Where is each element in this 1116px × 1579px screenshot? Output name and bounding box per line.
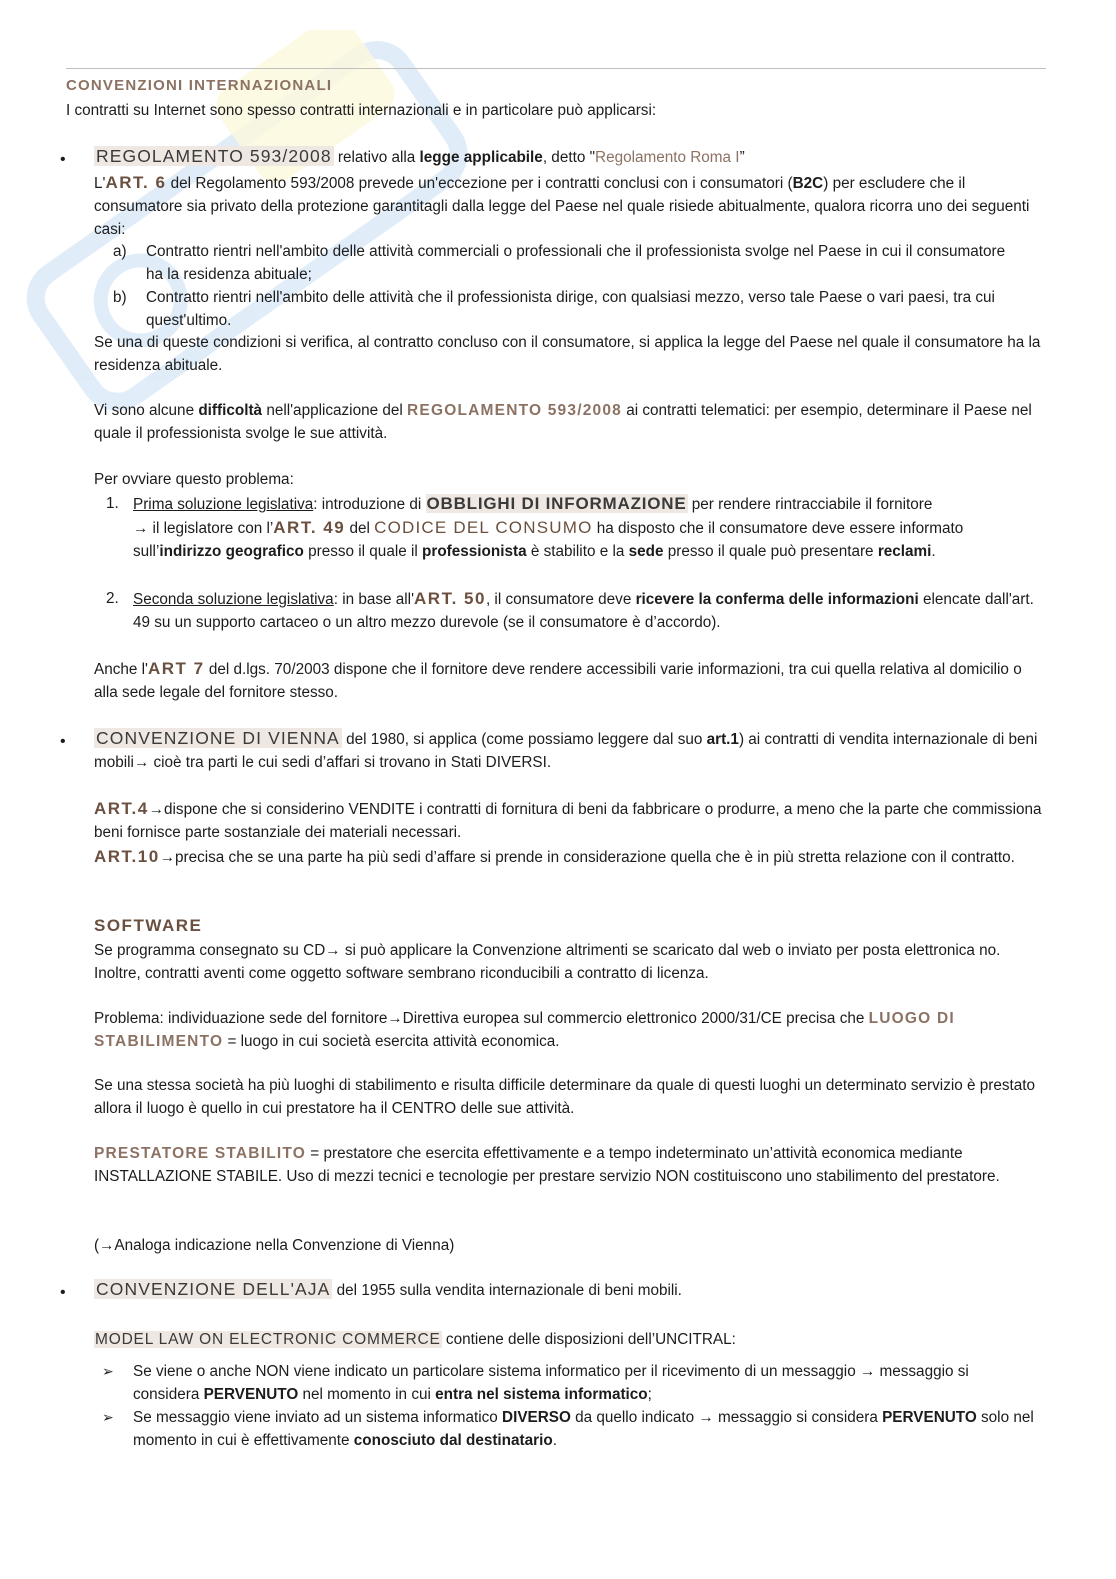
arrowhead-icon: ➢ [102,1363,114,1379]
art10-paragraph: ART.10→precisa che se una parte ha più sedi d’affare si prende in considerazione quella che è in più stretta relazione con il contratto. [94,847,1015,866]
arrow-icon: → [859,1363,876,1380]
arrow-icon: → [99,1237,115,1254]
intro-text: I contratti su Internet sono spesso contratti internazionali e in particolare può applicarsi: [66,102,657,119]
conditions-paragraph: Se una di queste condizioni si verifica, al contratto concluso con il consumatore, si applica la legge del Paese nel quale il consumatore ha la residenza abituale. [94,334,1041,374]
problem-paragraph: Problema: individuazione sede del fornitore→Direttiva europea sul commercio elettronico 2000/31/CE precisa che LUOGO DI STABILIMENTO = luogo in cui società esercita attività economica. [94,1010,955,1050]
regolamento-heading: REGOLAMENTO 593/2008 [96,146,332,166]
software-paragraph: Se programma consegnato su CD→ si può applicare la Convenzione altrimenti se scaricato dal web o inviato per posta elettronica no. Inoltre, contratti aventi come oggetto software sembrano riconducibili a contratto di licenza. [94,942,1001,982]
section-title: CONVENZIONI INTERNAZIONALI [66,77,333,94]
list-item-a: Contratto rientri nell'ambito delle attività commerciali o professionali che il professionista svolge nel Paese in cui il consumatore ha la residenza abituale; [146,243,1006,283]
bullet-2: • [60,733,66,750]
header-rule [66,68,1046,69]
num-label-1: 1. [106,495,119,512]
arrow-icon: → [133,754,150,771]
model-law-item-2: Se messaggio viene inviato ad un sistema informatico DIVERSO da quello indicato → messaggio si considera PERVENUTO solo nel momento in cui è effettivamente conosciuto dal destinatario. [133,1409,1034,1449]
stabilimento-paragraph: Se una stessa società ha più luoghi di stabilimento e risulta difficile determinare da quale di questi luoghi un determinato servizio è prestato allora il luogo è quello in cui prestatore ha il CENTRO delle sue attività. [94,1077,1036,1117]
prestatore-paragraph: PRESTATORE STABILITO = prestatore che esercita effettivamente e a tempo indeterminato un’attività economica mediante INSTALLAZIONE STABILE. Uso di mezzi tecnici e tecnologie per prestare servizio NON costituiscono uno stabilimento del prestatore. [94,1145,1000,1185]
aja-heading: CONVENZIONE DELL'AJA [96,1279,331,1299]
regolamento-heading-line: REGOLAMENTO 593/2008 relativo alla legge applicabile, detto "Regolamento Roma I” [96,146,745,166]
art4-paragraph: ART.4→dispone che si considerino VENDITE i contratti di fornitura di beni da fabbricare o produrre, a meno che la parte che commissiona beni fornisce parte sostanziale dei materiali necessari. [94,799,1042,841]
arrow-icon: → [325,942,341,959]
difficulty-paragraph: Vi sono alcune difficoltà nell'applicazione del REGOLAMENTO 593/2008 ai contratti telematici: per esempio, determinare il Paese nel quale il professionista svolge le sue attività. [94,402,1032,442]
numbered-item-2: Seconda soluzione legislativa: in base all'ART. 50, il consumatore deve ricevere la conferma delle informazioni elencate dall'art. 49 su un supporto cartaceo o un altro mezzo durevole (se il consumatore è d’accordo). [133,589,1034,631]
list-label-b: b) [113,289,127,306]
analoga-paragraph: (→Analoga indicazione nella Convenzione di Vienna) [94,1237,455,1254]
model-law-paragraph: MODEL LAW ON ELECTRONIC COMMERCE contiene delle disposizioni dell’UNCITRAL: [95,1331,736,1348]
aja-paragraph: CONVENZIONE DELL'AJA del 1955 sulla vendita internazionale di beni mobili. [96,1279,682,1299]
arrowhead-icon: ➢ [102,1409,114,1425]
bullet-3: • [60,1284,66,1301]
bullet-1: • [60,151,66,168]
arrow-icon: → [159,849,175,866]
num-label-2: 2. [106,590,119,607]
arrow-icon: → [148,801,165,818]
problem-intro: Per ovviare questo problema: [94,471,294,488]
art7-paragraph: Anche l'ART 7 del d.lgs. 70/2003 dispone che il fornitore deve rendere accessibili varie informazioni, tra cui quella relativa al domicilio o alla sede legale del fornitore stesso. [94,659,1022,701]
list-label-a: a) [113,243,127,260]
numbered-item-1: Prima soluzione legislativa: introduzione di OBBLIGHI DI INFORMAZIONE per rendere rintracciabile il fornitore → il legislatore con l’ART. 49 del CODICE DEL CONSUMO ha disposto che il consumatore deve essere informato sull’indirizzo geografico presso il quale il professionista è stabilito e la sede presso il quale può presentare reclami. [133,494,964,560]
list-item-b: Contratto rientri nell'ambito delle attività che il professionista dirige, con qualsiasi mezzo, verso tale Paese o vari paesi, tra cui quest'ultimo. [146,289,995,329]
arrow-icon: → [387,1010,403,1027]
arrow-icon: → [133,520,149,537]
arrow-icon: → [698,1409,714,1426]
vienna-paragraph: CONVENZIONE DI VIENNA del 1980, si applica (come possiamo leggere dal suo art.1) ai contratti di vendita internazionale di beni mobili→ cioè tra parti le cui sedi d’affari si trovano in Stati DIVERSI. [94,728,1038,771]
model-law-heading: MODEL LAW ON ELECTRONIC COMMERCE [95,1331,441,1348]
art6-paragraph: L'ART. 6 del Regolamento 593/2008 prevede un'eccezione per i contratti conclusi con i consumatori (B2C) per escludere che il consumatore sia privato della protezione garantitagli dalla legge del Paese nel quale risiede abitualmente, qualora ricorra uno dei seguenti casi: [94,173,1030,238]
software-heading: SOFTWARE [94,916,203,935]
model-law-item-1: Se viene o anche NON viene indicato un particolare sistema informatico per il ricevimento di un messaggio → messaggio si considera PERVENUTO nel momento in cui entra nel sistema informatico; [133,1363,969,1403]
vienna-heading: CONVENZIONE DI VIENNA [96,728,340,748]
